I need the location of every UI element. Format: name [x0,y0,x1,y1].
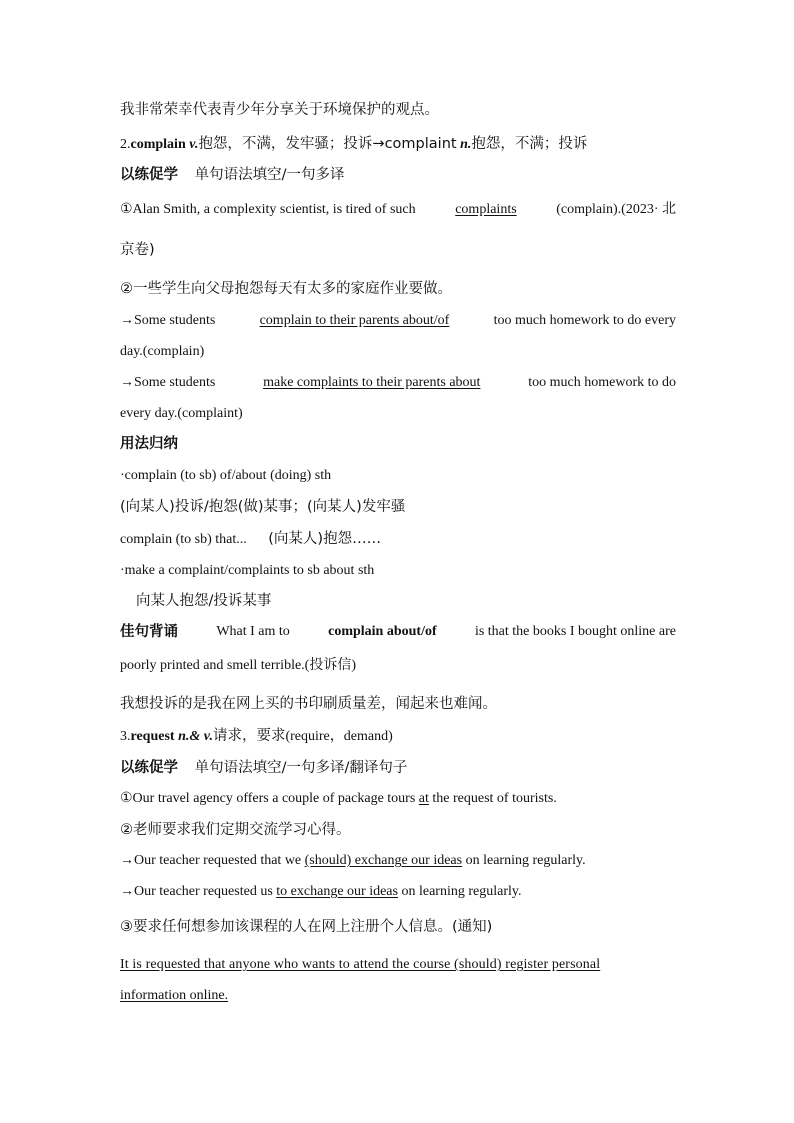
item3-meaning: 请求，要求 [212,728,286,744]
item3-ex3-answer1: It is requested that anyone who wants to attend the course (should) register personal [120,957,601,972]
usage-3-zh: 向某人抱怨/投诉某事 [136,593,272,609]
ex2-b-answer: make complaints to their parents about [263,375,481,390]
sentence-label: 佳句背诵 [120,624,178,640]
item3-ex3-answer2: information online. [120,988,229,1003]
ex1-post: (complain).(2023· 北 [556,202,676,217]
item3-practice-label [120,758,676,778]
item2-ex2-a-line [120,311,676,331]
item3-heading [120,726,676,747]
sentence-zh: 我想投诉的是我在网上买的书印刷质量差，闻起来也难闻。 [120,696,497,712]
sentence-cont: poorly printed and smell terrible.(投诉信) [120,658,356,673]
item2-heading [120,134,676,155]
item2-number: 2. [120,137,131,152]
item3-number: 3. [120,729,131,744]
sentence-line [120,622,676,642]
practice-type: 单句语法填空/一句多译 [194,167,345,183]
item2-ex2-zh: ②一些学生向父母抱怨每天有太多的家庭作业要做。 [120,281,452,297]
ex2-a-post: on learning regularly. [465,853,586,868]
ex2-a-pre: →Some students [120,313,216,328]
item3-ex2-zh: ②老师要求我们定期交流学习心得。 [120,822,351,838]
ex2-a-post: too much homework to do every [493,313,676,328]
ex2-a-answer: complain to their parents about/of [259,313,450,328]
item2-meaning2: 抱怨，不满；投诉 [471,136,588,152]
item3-pos: n.& v. [178,729,213,744]
ex1-pre: ①Our travel agency offers a couple of package tours [120,791,416,806]
item3-ex2-b-line [120,882,676,902]
item2-practice-label [120,165,676,185]
item3-word: request [130,729,175,744]
intro-line: 我非常荣幸代表青少年分享关于环境保护的观点。 [120,102,439,118]
usage-2: complain (to sb) that... [120,532,247,547]
ex1-pre: ①Alan Smith, a complexity scientist, is tired of such [120,202,416,217]
practice-label: 以练促学 [120,167,178,183]
ex3-zh: ③要求任何想参加该课程的人在网上注册个人信息。 [120,919,452,935]
practice-label: 以练促学 [120,760,178,776]
usage-1: ·complain (to sb) of/about (doing) sth [120,468,332,483]
item2-ex2-b-line [120,373,676,393]
item3-ex3-zh-line [120,917,676,938]
sentence-pre: What I am to [216,624,290,639]
item3-ex2-a-line [120,851,676,871]
item2-ex1-cont: 京卷) [120,242,155,258]
item3-ex1-line [120,789,676,809]
ex3-hint: (通知) [452,919,493,935]
item2-word: complain [130,137,186,152]
ex1-post: the request of tourists. [432,791,557,806]
ex2-b-post: too much homework to do [528,375,676,390]
item2-meaning: 抱怨，不满，发牢骚；投诉→complaint [198,136,457,152]
ex2-b-pre: →Some students [120,375,216,390]
usage-2-zh: (向某人)抱怨…… [268,531,382,547]
ex2-a-answer: (should) exchange our ideas [304,853,463,868]
usage-1-zh: (向某人)投诉/抱怨(做)某事；(向某人)发牢骚 [120,499,406,515]
ex2-b-pre: →Our teacher requested us [120,884,273,899]
usage-3: ·make a complaint/complaints to sb about sth [120,563,375,578]
usage-2-line [120,529,676,550]
item2-ex1-line [120,200,676,220]
practice-type: 单句语法填空/一句多译/翻译句子 [194,760,408,776]
item2-pos2: n. [460,137,472,152]
item2-pos: v. [189,137,199,152]
item2-ex2-b-cont: every day.(complaint) [120,406,243,421]
sentence-post: is that the books I bought online are [474,624,676,639]
ex1-answer: at [418,791,429,806]
item3-synonyms: (require，demand) [285,729,393,744]
ex2-a-pre: →Our teacher requested that we [120,853,302,868]
ex1-answer: complaints [455,202,517,217]
usage-label: 用法归纳 [120,436,178,452]
item2-ex2-a-cont: day.(complain) [120,344,205,359]
sentence-bold: complain about/of [328,624,437,639]
ex2-b-post: on learning regularly. [401,884,522,899]
ex2-b-answer: to exchange our ideas [276,884,398,899]
